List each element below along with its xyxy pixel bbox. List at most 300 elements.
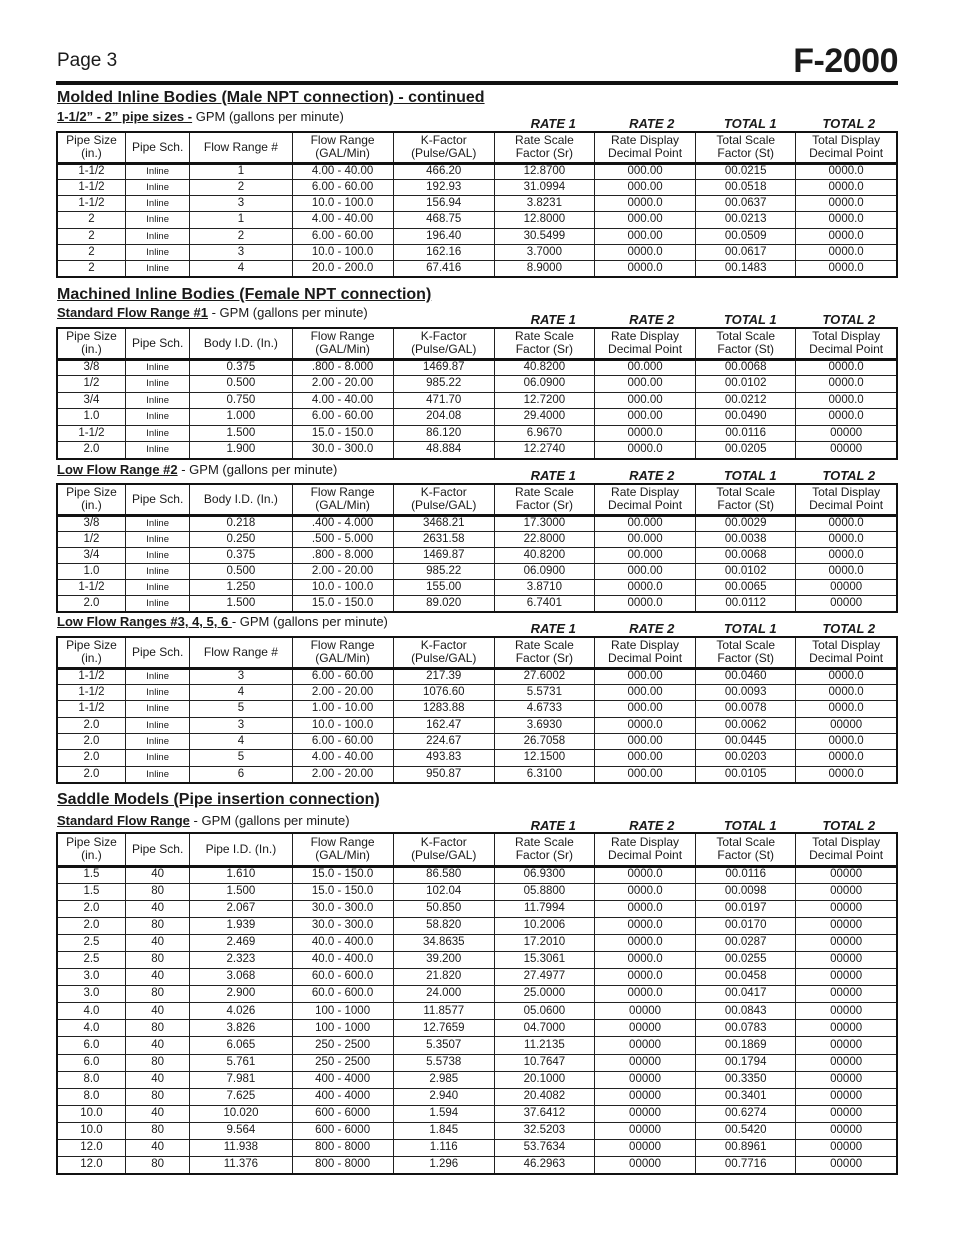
table-cell: 00000 <box>594 1037 695 1054</box>
table-cell: 00.0038 <box>696 531 796 547</box>
table-cell: 27.6002 <box>494 668 594 684</box>
table-cell: 2.900 <box>190 986 292 1003</box>
table-row <box>57 425 897 442</box>
table-cell: 00.0068 <box>696 359 796 376</box>
table-cell: 12.7659 <box>393 1020 494 1037</box>
table-cell: 17.2010 <box>494 934 594 951</box>
table-cell: 20.1000 <box>494 1071 594 1088</box>
table-cell: 34.8635 <box>393 934 494 951</box>
table-cell: 250 - 2500 <box>292 1037 393 1054</box>
table-cell: 1.939 <box>190 917 292 934</box>
table-cell: 0000.0 <box>594 866 695 883</box>
column-group-label: TOTAL 2 <box>822 468 876 483</box>
table-cell: 00.0518 <box>696 179 796 195</box>
table-cell: 4.0 <box>57 1020 125 1037</box>
table-row <box>57 409 897 426</box>
table-cell: Inline <box>125 196 189 212</box>
table-cell: 950.87 <box>393 766 494 782</box>
table-cell: 0.750 <box>190 392 292 409</box>
table-cell: 1.5 <box>57 866 125 883</box>
table-row <box>57 1054 897 1071</box>
column-header: Flow Range (GAL/Min) <box>292 484 393 515</box>
table-cell: 1-1/2 <box>57 163 125 179</box>
column-group-label: RATE 2 <box>629 312 675 327</box>
column-group-labels <box>504 116 898 131</box>
table-saddle-models <box>56 832 898 1175</box>
table-cell: 32.5203 <box>494 1122 594 1139</box>
table-cell: 00.1869 <box>696 1037 796 1054</box>
table-row <box>57 564 897 580</box>
table-row <box>57 359 897 376</box>
column-group-labels <box>504 818 898 833</box>
column-group-label: RATE 1 <box>530 312 576 327</box>
header-row <box>57 484 897 515</box>
column-header: Pipe Size (in.) <box>57 132 125 163</box>
table-cell: Inline <box>125 392 189 409</box>
table-cell: Inline <box>125 580 189 596</box>
column-group-label: RATE 1 <box>530 468 576 483</box>
table-cell: 00.1483 <box>696 261 796 277</box>
table-cell: 1.845 <box>393 1122 494 1139</box>
table-cell: Inline <box>125 163 189 179</box>
table-cell: 000.00 <box>594 179 695 195</box>
table-cell: 00.0102 <box>696 564 796 580</box>
table-cell: 000.00 <box>594 750 695 766</box>
table-cell: 00.0116 <box>696 425 796 442</box>
table-cell: 2.5 <box>57 934 125 951</box>
table-cell: 00.000 <box>594 359 695 376</box>
table-cell: Inline <box>125 564 189 580</box>
table-cell: 0000.0 <box>796 734 897 750</box>
table-cell: 00.3350 <box>696 1071 796 1088</box>
table-cell: 1.250 <box>190 580 292 596</box>
column-header: Total Display Decimal Point <box>796 484 897 515</box>
table-cell: 2.0 <box>57 750 125 766</box>
table-cell: 12.1500 <box>494 750 594 766</box>
table-cell: 2.0 <box>57 766 125 782</box>
table-cell: 196.40 <box>393 228 494 244</box>
table-row <box>57 701 897 717</box>
table-cell: 40 <box>125 1037 189 1054</box>
table-cell: 40 <box>125 1003 189 1020</box>
table-cell: 162.47 <box>393 717 494 733</box>
header-row <box>57 833 897 866</box>
table-row <box>57 1105 897 1122</box>
table-cell: 4.00 - 40.00 <box>292 392 393 409</box>
header-row <box>57 132 897 163</box>
table-cell: Inline <box>125 442 189 459</box>
table-cell: 00000 <box>796 1020 897 1037</box>
table-row <box>57 1020 897 1037</box>
table-cell: 1/2 <box>57 376 125 393</box>
section-heading-molded-inline: Molded Inline Bodies (Male NPT connection) - continued <box>57 89 485 106</box>
table-cell: 2.00 - 20.00 <box>292 766 393 782</box>
subheading-low-flow-3-6 <box>57 614 388 629</box>
table-cell: 00000 <box>796 596 897 612</box>
header-rule <box>56 81 898 85</box>
table-cell: 12.8000 <box>494 212 594 228</box>
table-cell: 0000.0 <box>594 442 695 459</box>
table-cell: 3.068 <box>190 969 292 986</box>
table-cell: 4 <box>190 734 292 750</box>
table-cell: 000.00 <box>594 734 695 750</box>
table-cell: 00.3401 <box>696 1088 796 1105</box>
table-cell: 800 - 8000 <box>292 1140 393 1157</box>
table-cell: 30.0 - 300.0 <box>292 917 393 934</box>
table-cell: 0000.0 <box>594 917 695 934</box>
column-group-labels <box>504 468 898 483</box>
column-header: Pipe Size (in.) <box>57 833 125 866</box>
table-cell: 6 <box>190 766 292 782</box>
table-cell: 00000 <box>594 1105 695 1122</box>
table-cell: 00.0460 <box>696 668 796 684</box>
table-cell: 0000.0 <box>796 515 897 531</box>
table-cell: 00000 <box>594 1020 695 1037</box>
table-cell: 000.00 <box>594 684 695 700</box>
table-cell: Inline <box>125 376 189 393</box>
table-cell: 00000 <box>796 969 897 986</box>
header-row <box>57 637 897 668</box>
table-cell: 50.850 <box>393 900 494 917</box>
table-row <box>57 1037 897 1054</box>
table-cell: 40.8200 <box>494 359 594 376</box>
table-cell: 10.0 <box>57 1105 125 1122</box>
table-cell: 30.0 - 300.0 <box>292 900 393 917</box>
column-header: Rate Scale Factor (Sr) <box>494 833 594 866</box>
table-cell: 6.7401 <box>494 596 594 612</box>
table-cell: 1.116 <box>393 1140 494 1157</box>
table-cell: 00000 <box>796 425 897 442</box>
table-row <box>57 969 897 986</box>
table-cell: 00.0637 <box>696 196 796 212</box>
table-cell: 000.00 <box>594 228 695 244</box>
table-cell: 21.820 <box>393 969 494 986</box>
column-header: Total Scale Factor (St) <box>696 833 796 866</box>
table-row <box>57 596 897 612</box>
table-cell: 58.820 <box>393 917 494 934</box>
table-row <box>57 1088 897 1105</box>
table-cell: 985.22 <box>393 376 494 393</box>
table-cell: 1.500 <box>190 883 292 900</box>
table-cell: 00.0112 <box>696 596 796 612</box>
table-row <box>57 212 897 228</box>
table-cell: 204.08 <box>393 409 494 426</box>
table-cell: 1-1/2 <box>57 701 125 717</box>
table-cell: 4.0 <box>57 1003 125 1020</box>
table-cell: 10.0 - 100.0 <box>292 717 393 733</box>
table-cell: 40 <box>125 934 189 951</box>
table-row <box>57 883 897 900</box>
table-cell: 00.0490 <box>696 409 796 426</box>
table-cell: 1.0 <box>57 564 125 580</box>
table-cell: Inline <box>125 750 189 766</box>
subheading-units: - GPM (gallons per minute) <box>177 462 338 477</box>
table-cell: 12.8700 <box>494 163 594 179</box>
subheading-standard-flow <box>57 305 368 320</box>
table-cell: 80 <box>125 1020 189 1037</box>
table-cell: 00.8961 <box>696 1140 796 1157</box>
table-cell: Inline <box>125 684 189 700</box>
table-cell: Inline <box>125 515 189 531</box>
table-cell: 162.16 <box>393 244 494 260</box>
table-machined-low-flow-2 <box>56 483 898 613</box>
table-cell: 00000 <box>594 1054 695 1071</box>
table-cell: 3468.21 <box>393 515 494 531</box>
table-cell: 5 <box>190 750 292 766</box>
table-cell: 100 - 1000 <box>292 1020 393 1037</box>
table-row <box>57 951 897 968</box>
column-header: Total Display Decimal Point <box>796 132 897 163</box>
table-row <box>57 179 897 195</box>
subheading-units: GPM (gallons per minute) <box>192 109 344 124</box>
table-cell: 11.8577 <box>393 1003 494 1020</box>
table-cell: 3.8231 <box>494 196 594 212</box>
column-header: K-Factor (Pulse/GAL) <box>393 833 494 866</box>
table-cell: 0000.0 <box>796 392 897 409</box>
table-cell: 1.5 <box>57 883 125 900</box>
column-header: Pipe I.D. (In.) <box>190 833 292 866</box>
table-cell: Inline <box>125 596 189 612</box>
table-cell: 1-1/2 <box>57 425 125 442</box>
table-cell: 0.218 <box>190 515 292 531</box>
table-cell: 0.500 <box>190 376 292 393</box>
table-cell: 6.0 <box>57 1037 125 1054</box>
column-header: Total Display Decimal Point <box>796 328 897 359</box>
table-cell: 00000 <box>594 1088 695 1105</box>
table-cell: 2.5 <box>57 951 125 968</box>
table-cell: 000.00 <box>594 766 695 782</box>
table-cell: 00.0509 <box>696 228 796 244</box>
table-molded-inline <box>56 131 898 278</box>
table-cell: 15.0 - 150.0 <box>292 596 393 612</box>
table-cell: 468.75 <box>393 212 494 228</box>
table-cell: 3 <box>190 668 292 684</box>
table-cell: 1469.87 <box>393 359 494 376</box>
table-cell: 3/4 <box>57 547 125 563</box>
section-heading-saddle-models: Saddle Models (Pipe insertion connection) <box>57 791 380 808</box>
table-cell: 0000.0 <box>594 934 695 951</box>
table-cell: 00.0068 <box>696 547 796 563</box>
table-cell: 00000 <box>796 1157 897 1174</box>
column-group-label: TOTAL 1 <box>723 621 777 636</box>
table-row <box>57 376 897 393</box>
table-cell: 000.00 <box>594 163 695 179</box>
table-cell: 40 <box>125 866 189 883</box>
column-header: Rate Scale Factor (Sr) <box>494 484 594 515</box>
table-cell: 1-1/2 <box>57 196 125 212</box>
column-header: Flow Range # <box>190 132 292 163</box>
table-cell: 00.0212 <box>696 392 796 409</box>
table-cell: 00000 <box>796 1071 897 1088</box>
table-row <box>57 668 897 684</box>
table-cell: 00.000 <box>594 547 695 563</box>
column-header: Total Display Decimal Point <box>796 637 897 668</box>
table-cell: 3 <box>190 717 292 733</box>
table-cell: 40 <box>125 900 189 917</box>
table-cell: 80 <box>125 883 189 900</box>
table-cell: 0000.0 <box>796 376 897 393</box>
table-cell: 1469.87 <box>393 547 494 563</box>
table-cell: 2.469 <box>190 934 292 951</box>
table-cell: 40 <box>125 969 189 986</box>
column-header: Rate Display Decimal Point <box>594 328 695 359</box>
subheading-lead: Standard Flow Range #1 <box>57 305 208 320</box>
column-header: Total Scale Factor (St) <box>696 328 796 359</box>
table-cell: 5 <box>190 701 292 717</box>
column-group-label: TOTAL 2 <box>822 621 876 636</box>
table-row <box>57 1071 897 1088</box>
table-cell: 0000.0 <box>594 900 695 917</box>
column-group-label: RATE 2 <box>629 468 675 483</box>
table-cell: 46.2963 <box>494 1157 594 1174</box>
table-cell: 06.0900 <box>494 564 594 580</box>
column-group-label: RATE 2 <box>629 116 675 131</box>
table-cell: 80 <box>125 951 189 968</box>
table-cell: 27.4977 <box>494 969 594 986</box>
table-cell: 26.7058 <box>494 734 594 750</box>
table-cell: 2.323 <box>190 951 292 968</box>
subheading-units: - GPM (gallons per minute) <box>189 813 350 828</box>
table-cell: 00000 <box>796 866 897 883</box>
table-cell: 0000.0 <box>796 409 897 426</box>
table-cell: 2.0 <box>57 734 125 750</box>
column-group-label: TOTAL 2 <box>822 312 876 327</box>
table-machined-low-flow-3-6 <box>56 636 898 784</box>
column-header: Body I.D. (In.) <box>190 484 292 515</box>
table-cell: 102.04 <box>393 883 494 900</box>
column-group-labels <box>504 312 898 327</box>
table-row <box>57 900 897 917</box>
table-cell: 20.4082 <box>494 1088 594 1105</box>
table-cell: 0000.0 <box>796 244 897 260</box>
table-cell: 0000.0 <box>796 261 897 277</box>
column-header: Total Scale Factor (St) <box>696 637 796 668</box>
table-cell: 17.3000 <box>494 515 594 531</box>
table-cell: 24.000 <box>393 986 494 1003</box>
table-cell: 25.0000 <box>494 986 594 1003</box>
table-cell: 10.0 - 100.0 <box>292 244 393 260</box>
column-group-label: RATE 1 <box>530 818 576 833</box>
column-group-label: TOTAL 2 <box>822 116 876 131</box>
table-cell: 0000.0 <box>796 196 897 212</box>
column-group-label: RATE 2 <box>629 621 675 636</box>
table-cell: 00.0170 <box>696 917 796 934</box>
column-group-label: RATE 2 <box>629 818 675 833</box>
table-cell: 0000.0 <box>796 179 897 195</box>
table-cell: 0000.0 <box>796 228 897 244</box>
table-cell: 5.5738 <box>393 1054 494 1071</box>
table-cell: 1 <box>190 212 292 228</box>
table-cell: 0000.0 <box>594 580 695 596</box>
table-cell: 0000.0 <box>796 531 897 547</box>
column-header: K-Factor (Pulse/GAL) <box>393 484 494 515</box>
table-cell: 2 <box>190 228 292 244</box>
table-cell: 2.0 <box>57 900 125 917</box>
table-cell: 00.0417 <box>696 986 796 1003</box>
subheading-lead: Low Flow Range #2 <box>57 462 178 477</box>
table-cell: 000.00 <box>594 409 695 426</box>
table-cell: 2.985 <box>393 1071 494 1088</box>
column-group-label: TOTAL 2 <box>822 818 876 833</box>
table-cell: 53.7634 <box>494 1140 594 1157</box>
table-cell: 0.250 <box>190 531 292 547</box>
table-cell: 1 <box>190 163 292 179</box>
column-header: Pipe Sch. <box>125 132 189 163</box>
column-group-label: RATE 1 <box>530 621 576 636</box>
table-cell: 0000.0 <box>594 244 695 260</box>
table-cell: 000.00 <box>594 392 695 409</box>
table-cell: 6.3100 <box>494 766 594 782</box>
table-cell: 7.981 <box>190 1071 292 1088</box>
table-cell: 11.2135 <box>494 1037 594 1054</box>
table-row <box>57 442 897 459</box>
table-cell: 00.0617 <box>696 244 796 260</box>
table-cell: 0000.0 <box>796 766 897 782</box>
table-cell: 9.564 <box>190 1122 292 1139</box>
table-cell: 00.0093 <box>696 684 796 700</box>
table-cell: 600 - 6000 <box>292 1105 393 1122</box>
table-cell: 00.0203 <box>696 750 796 766</box>
table-cell: 40.0 - 400.0 <box>292 951 393 968</box>
table-cell: 3 <box>190 244 292 260</box>
table-cell: 2 <box>57 228 125 244</box>
table-cell: 00.0215 <box>696 163 796 179</box>
table-cell: Inline <box>125 668 189 684</box>
table-cell: 80 <box>125 1088 189 1105</box>
table-cell: 1.900 <box>190 442 292 459</box>
table-cell: 6.9670 <box>494 425 594 442</box>
table-row <box>57 392 897 409</box>
table-cell: 0000.0 <box>796 701 897 717</box>
table-cell: 00.0065 <box>696 580 796 596</box>
table-cell: 250 - 2500 <box>292 1054 393 1071</box>
table-cell: 156.94 <box>393 196 494 212</box>
table-row <box>57 986 897 1003</box>
column-group-label: TOTAL 1 <box>723 818 777 833</box>
subheading-units: - GPM (gallons per minute) <box>207 305 368 320</box>
table-cell: 4.00 - 40.00 <box>292 750 393 766</box>
table-cell: 00.0458 <box>696 969 796 986</box>
table-row <box>57 766 897 782</box>
table-cell: 06.0900 <box>494 376 594 393</box>
table-cell: 12.0 <box>57 1157 125 1174</box>
table-row <box>57 1140 897 1157</box>
table-cell: 30.5499 <box>494 228 594 244</box>
table-cell: 40 <box>125 1105 189 1122</box>
table-cell: 0000.0 <box>796 564 897 580</box>
table-cell: .800 - 8.000 <box>292 359 393 376</box>
table-cell: 6.065 <box>190 1037 292 1054</box>
table-cell: 00000 <box>796 1003 897 1020</box>
table-cell: 155.00 <box>393 580 494 596</box>
table-cell: 0000.0 <box>796 212 897 228</box>
table-cell: 04.7000 <box>494 1020 594 1037</box>
table-cell: 0000.0 <box>796 750 897 766</box>
table-cell: 30.0 - 300.0 <box>292 442 393 459</box>
table-cell: 00.0116 <box>696 866 796 883</box>
table-cell: 800 - 8000 <box>292 1157 393 1174</box>
table-cell: 00000 <box>594 1071 695 1088</box>
table-cell: 8.0 <box>57 1088 125 1105</box>
table-cell: 4.00 - 40.00 <box>292 163 393 179</box>
table-cell: Inline <box>125 531 189 547</box>
column-header: Flow Range # <box>190 637 292 668</box>
table-cell: 3 <box>190 196 292 212</box>
table-cell: 10.0 - 100.0 <box>292 580 393 596</box>
table-cell: 3.8710 <box>494 580 594 596</box>
table-cell: 2.0 <box>57 717 125 733</box>
table-cell: 00.0255 <box>696 951 796 968</box>
